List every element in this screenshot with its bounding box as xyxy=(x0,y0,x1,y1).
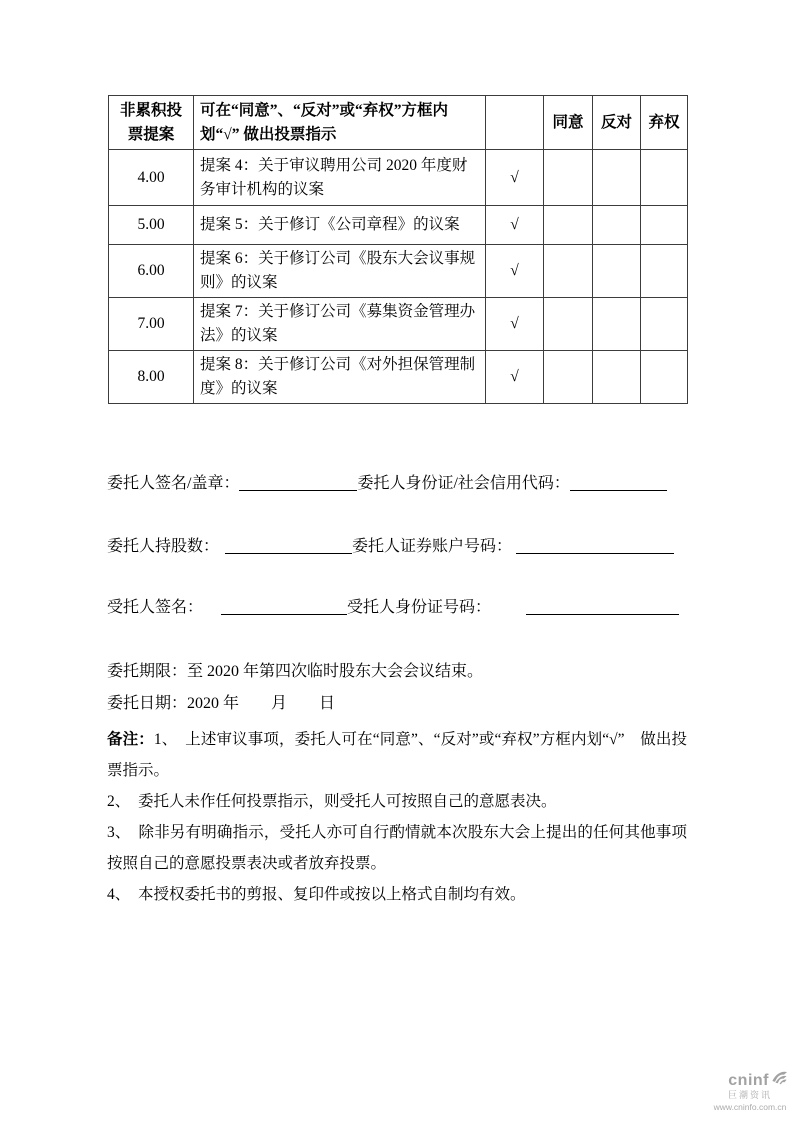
vote-checkmark: √ xyxy=(486,351,544,404)
note-2-text: 2、 委托人未作任何投票指示，则受托人可按照自己的意愿表决。 xyxy=(107,793,557,810)
against-cell xyxy=(593,245,641,298)
principal-sign-blank xyxy=(239,474,357,491)
vote-checkmark: √ xyxy=(486,150,544,206)
agree-cell xyxy=(544,206,593,245)
principal-id-label: 委托人身份证/社会信用代码： xyxy=(357,475,570,492)
header-mark-col xyxy=(486,96,544,150)
proposal-description: 提案 8：关于修订公司《对外担保管理制度》的议案 xyxy=(194,351,486,404)
principal-id-blank xyxy=(570,474,667,491)
voting-table xyxy=(108,95,688,404)
proposal-number: 5.00 xyxy=(109,206,194,245)
abstain-cell xyxy=(641,351,688,404)
trustee-id-label: 受托人身份证号码： xyxy=(347,599,492,616)
principal-shares-label: 委托人持股数： xyxy=(107,538,220,555)
proposal-number: 8.00 xyxy=(109,351,194,404)
table-header-row xyxy=(109,96,688,150)
principal-account-blank xyxy=(516,537,674,554)
cninfo-brand-text: cninf xyxy=(728,1072,769,1089)
proposal-description: 提案 4：关于审议聘用公司 2020 年度财务审计机构的议案 xyxy=(194,150,486,206)
proxy-date-value: 2020 年 月 日 xyxy=(187,695,336,712)
abstain-cell xyxy=(641,150,688,206)
abstain-cell xyxy=(641,245,688,298)
agree-cell xyxy=(544,150,593,206)
against-cell xyxy=(593,298,641,351)
header-proposal-col: 非累积投票提案 xyxy=(109,96,194,150)
against-cell xyxy=(593,206,641,245)
vote-checkmark: √ xyxy=(486,206,544,245)
trustee-signature-line xyxy=(107,597,679,619)
vote-checkmark: √ xyxy=(486,245,544,298)
principal-signature-line xyxy=(107,473,667,495)
proxy-period-line xyxy=(107,661,483,683)
principal-sign-label: 委托人签名/盖章： xyxy=(107,475,240,492)
proposal-number: 6.00 xyxy=(109,245,194,298)
note-1-text: 1、 上述审议事项，委托人可在“同意”、“反对”或“弃权”方框内划“√” 做出投票指示。 xyxy=(107,731,687,779)
table-row xyxy=(109,245,688,298)
note-3-text: 3、 除非另有明确指示，受托人亦可自行酌情就本次股东大会上提出的任何其他事项按照自己的意愿投票表决或者放弃投票。 xyxy=(107,824,687,872)
notes-section xyxy=(107,724,687,910)
abstain-cell xyxy=(641,298,688,351)
cninfo-brand-row xyxy=(710,1069,790,1089)
proposal-number: 7.00 xyxy=(109,298,194,351)
trustee-sign-blank xyxy=(221,598,347,615)
proxy-date-line xyxy=(107,693,335,715)
note-4 xyxy=(107,879,687,910)
principal-account-label: 委托人证券账户号码： xyxy=(352,538,513,555)
agree-cell xyxy=(544,298,593,351)
proposal-number: 4.00 xyxy=(109,150,194,206)
note-2 xyxy=(107,786,687,817)
table-row xyxy=(109,298,688,351)
trustee-sign-label: 受托人签名： xyxy=(107,599,204,616)
against-cell xyxy=(593,351,641,404)
abstain-cell xyxy=(641,206,688,245)
trustee-id-blank xyxy=(526,598,679,615)
agree-cell xyxy=(544,351,593,404)
vote-checkmark: √ xyxy=(486,298,544,351)
note-3 xyxy=(107,817,687,879)
header-against-col: 反对 xyxy=(593,96,641,150)
proposal-description: 提案 5：关于修订《公司章程》的议案 xyxy=(194,206,486,245)
cninfo-logo xyxy=(710,1069,790,1112)
proposal-description: 提案 6：关于修订公司《股东大会议事规则》的议案 xyxy=(194,245,486,298)
note-1 xyxy=(107,724,687,786)
proposal-description: 提案 7：关于修订公司《募集资金管理办法》的议案 xyxy=(194,298,486,351)
note-4-text: 4、 本授权委托书的剪报、复印件或按以上格式自制均有效。 xyxy=(107,886,526,903)
cninfo-swirl-icon xyxy=(770,1069,788,1089)
header-agree-col: 同意 xyxy=(544,96,593,150)
principal-shares-blank xyxy=(225,537,352,554)
proxy-period-text: 委托期限：至 2020 年第四次临时股东大会会议结束。 xyxy=(107,663,484,680)
against-cell xyxy=(593,150,641,206)
cninfo-url: www.cninfo.com.cn xyxy=(713,1102,787,1112)
table-row xyxy=(109,351,688,404)
header-instruction-col: 可在“同意”、“反对”或“弃权”方框内划“√” 做出投票指示 xyxy=(194,96,486,150)
principal-shares-line xyxy=(107,536,674,558)
header-abstain-col: 弃权 xyxy=(641,96,688,150)
table-row xyxy=(109,206,688,245)
agree-cell xyxy=(544,245,593,298)
table-row xyxy=(109,150,688,206)
cninfo-chinese-name: 巨潮资讯 xyxy=(727,1090,772,1100)
notes-label: 备注： xyxy=(107,731,154,748)
proxy-date-label: 委托日期： xyxy=(107,695,188,712)
